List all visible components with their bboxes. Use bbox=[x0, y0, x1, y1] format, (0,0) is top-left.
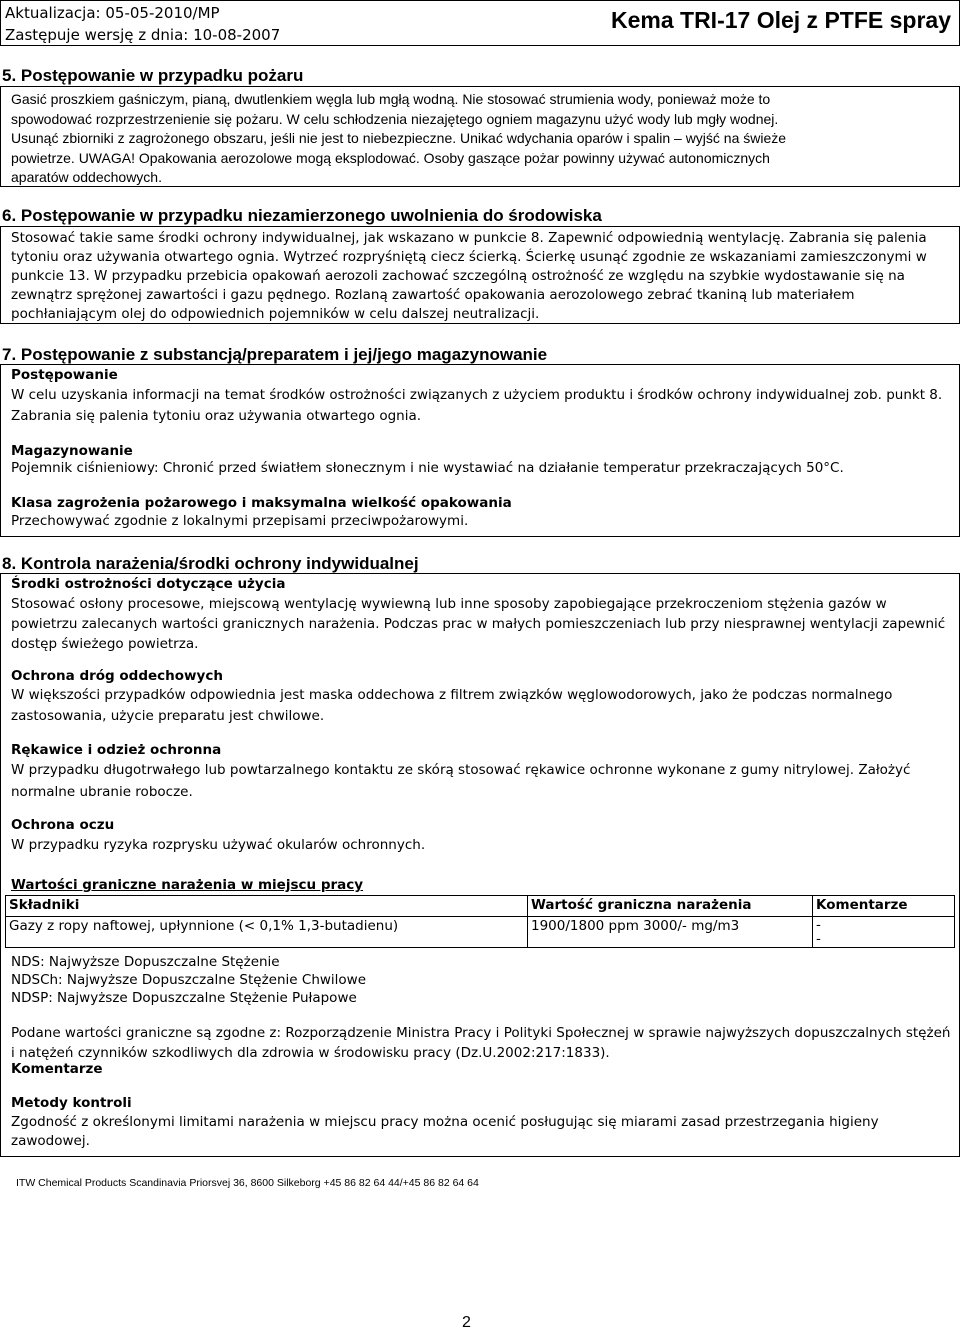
handling-heading: Postępowanie bbox=[11, 367, 118, 383]
section-8-title: 8. Kontrola narażenia/środki ochrony indywidualnej bbox=[2, 554, 419, 573]
table-cell: - - bbox=[813, 917, 955, 948]
replaces-version: Zastępuje wersję z dnia: 10-08-2007 bbox=[5, 26, 281, 44]
section-5-line: Gasić proszkiem gaśniczym, pianą, dwutlenkiem węgla lub mgłą wodną. Nie stosować strumienia wody, ponieważ może to bbox=[11, 91, 771, 107]
section-7-title: 7. Postępowanie z substancją/preparatem i jej/jego magazynowanie bbox=[2, 345, 548, 364]
eye-protection-heading: Ochrona oczu bbox=[11, 817, 115, 833]
table-cell: 1900/1800 ppm 3000/- mg/m3 bbox=[528, 917, 813, 948]
comments-heading: Komentarze bbox=[11, 1061, 103, 1077]
section-5-title: 5. Postępowanie w przypadku pożaru bbox=[2, 66, 304, 85]
fire-class-text: Przechowywać zgodnie z lokalnymi przepisami przeciwpożarowymi. bbox=[11, 513, 469, 529]
table-row bbox=[6, 917, 955, 948]
exposure-limits-table bbox=[5, 895, 955, 948]
page-number: 2 bbox=[462, 1314, 471, 1331]
product-title: Kema TRI-17 Olej z PTFE spray bbox=[610, 7, 951, 33]
table-header-cell: Komentarze bbox=[813, 896, 955, 917]
abbreviation-ndsp: NDSP: Najwyższe Dopuszczalne Stężenie Pułapowe bbox=[11, 990, 357, 1006]
section-5-box bbox=[0, 86, 960, 187]
fire-class-heading: Klasa zagrożenia pożarowego i maksymalna wielkość opakowania bbox=[11, 495, 512, 511]
table-header-cell: Składniki bbox=[6, 896, 528, 917]
document-header bbox=[0, 0, 960, 46]
legal-basis-text: Podane wartości graniczne są zgodne z: Rozporządzenie Ministra Pracy i Polityki Społecznej w sprawie najwyższych dopuszczalnych stężeń i natężeń czynników szkodliwych dla zdrowia w środowisku pracy (Dz.U.2002:217:1833). bbox=[11, 1025, 951, 1061]
section-7-box bbox=[0, 364, 960, 537]
section-6-box bbox=[0, 226, 960, 324]
storage-heading: Magazynowanie bbox=[11, 443, 133, 459]
abbreviation-nds: NDS: Najwyższe Dopuszczalne Stężenie bbox=[11, 954, 280, 970]
section-5-line: powietrze. UWAGA! Opakowania aerozolowe mogą eksplodować. Osoby gaszące pożar powinny używać autonomicznych bbox=[11, 149, 770, 166]
storage-text: Pojemnik ciśnieniowy: Chronić przed światłem słonecznym i nie wystawiać na działanie temperatur przekraczających 50°C. bbox=[11, 460, 844, 476]
abbreviation-ndsch: NDSCh: Najwyższe Dopuszczalne Stężenie Chwilowe bbox=[11, 972, 367, 988]
gloves-heading: Rękawice i odzież ochronna bbox=[11, 742, 222, 758]
precautions-text: Stosować osłony procesowe, miejscową wentylację wywiewną lub inne sposoby zapobiegające przekroczeniom stężenia gazów w powietrzu zalecanych wartości granicznych narażenia. Podczas prac w małych pomieszczeniach lub przy niesprawnej wentylacji zapewnić dostęp świeżego powietrza. bbox=[11, 596, 946, 652]
section-6-text: Stosować takie same środki ochrony indywidualnej, jak wskazano w punkcie 8. Zapewnić odpowiednią wentylację. Zabrania się palenia tytoniu oraz używania otwartego ognia. Wytrzeć rozpryśniętą ciecz ścierką. Ścierkę usunąć zgodnie ze wskazaniami zamieszczonymi w punkcie 13. W przypadku przebicia opakowań aerozoli zachować szczególną ostrożność ze względu na szybkie wydostawanie się na zewnątrz sprężonej zawartości i gazu pędnego. Rozlaną zawartość opakowania aerozolowego zebrać tkaniną lub materiałem pochłaniającym olej do odpowiednich pojemników w celu dalszej neutralizacji. bbox=[11, 230, 927, 322]
section-5-line: aparatów oddechowych. bbox=[11, 169, 162, 185]
precautions-heading: Środki ostrożności dotyczące użycia bbox=[11, 576, 286, 592]
section-5-line: spowodować rozprzestrzenienie się pożaru. W celu schłodzenia niezajętego ogniem magazynu użyć wody lub mgły wodnej. bbox=[11, 110, 779, 127]
section-6-title: 6. Postępowanie w przypadku niezamierzonego uwolnienia do środowiska bbox=[2, 206, 602, 225]
table-cell: Gazy z ropy naftowej, upłynnione (< 0,1% 1,3-butadienu) bbox=[6, 917, 528, 948]
section-5-text bbox=[11, 90, 786, 188]
eye-protection-text: W przypadku ryzyka rozprysku używać okularów ochronnych. bbox=[11, 837, 426, 853]
section-8-box bbox=[0, 573, 960, 1157]
abbreviations bbox=[11, 953, 951, 1007]
control-methods-heading: Metody kontroli bbox=[11, 1095, 132, 1111]
update-date: Aktualizacja: 05-05-2010/MP bbox=[5, 4, 220, 22]
gloves-text: W przypadku długotrwałego lub powtarzalnego kontaktu ze skórą stosować rękawice ochronne wykonane z gumy nitrylowej. Założyć normalne ubranie robocze. bbox=[11, 762, 911, 800]
exposure-limits-heading: Wartości graniczne narażenia w miejscu pracy bbox=[11, 877, 364, 893]
control-methods-text: Zgodność z określonymi limitami narażenia w miejscu pracy można ocenić posługując się miarami zasad przestrzegania higieny zawodowej. bbox=[11, 1114, 879, 1149]
respiratory-text: W większości przypadków odpowiednia jest maska oddechowa z filtrem związków węglowodorowych, jako że podczas normalnego zastosowania, użycie preparatu jest chwilowe. bbox=[11, 687, 893, 724]
footer-company-info: ITW Chemical Products Scandinavia Priorsvej 36, 8600 Silkeborg +45 86 82 64 44/+45 86 82 64 64 bbox=[16, 1177, 479, 1189]
section-5-line: Usunąć zbiorniki z zagrożonego obszaru, jeśli nie jest to niebezpieczne. Unikać wdychania oparów i spalin – wyjść na świeże bbox=[11, 130, 787, 146]
handling-text: W celu uzyskania informacji na temat środków ostrożności związanych z użyciem produktu i środków ochrony indywidualnej zob. punkt 8. Zabrania się palenia tytoniu oraz używania otwartego ognia. bbox=[11, 387, 943, 424]
table-header-cell: Wartość graniczna narażenia bbox=[528, 896, 813, 917]
respiratory-heading: Ochrona dróg oddechowych bbox=[11, 668, 223, 684]
table-header-row bbox=[6, 896, 955, 917]
